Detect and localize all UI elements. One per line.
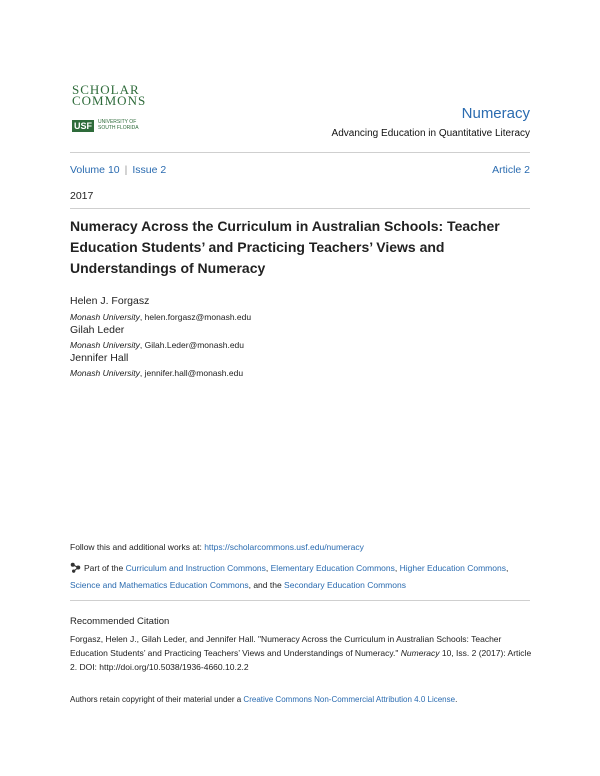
journal-subtitle: Advancing Education in Quantitative Literacy: [331, 128, 530, 139]
author-email: , helen.forgasz@monash.edu: [139, 312, 252, 322]
commons-sep: ,: [394, 563, 400, 573]
divider-citation: [70, 600, 530, 601]
divider-title: [70, 208, 530, 209]
commons-sep: , and the: [248, 580, 285, 590]
license-line: [70, 695, 457, 704]
affiliation-name: Monash University: [70, 368, 140, 378]
license-link[interactable]: Creative Commons Non-Commercial Attribution 4.0 License: [243, 695, 456, 704]
article-link[interactable]: Article 2: [492, 164, 530, 176]
commons-sep: ,: [265, 563, 271, 573]
author-affiliation: [70, 368, 243, 378]
citation-rest: 10, Iss. 2 (2017): Article 2. DOI: http://doi.org/10.5038/1936-4660.10.2.2: [70, 648, 532, 672]
commons-link-secondary[interactable]: Secondary Education Commons: [284, 580, 406, 590]
divider-top: [70, 152, 530, 153]
usf-badge: USF: [74, 121, 92, 131]
author-email: , Gilah.Leder@monash.edu: [139, 340, 245, 350]
issue-separator: |: [124, 164, 128, 176]
repository-link[interactable]: https://scholarcommons.usf.edu/numeracy: [204, 542, 364, 552]
author-email: , jennifer.hall@monash.edu: [139, 368, 244, 378]
part-of-commons: [70, 560, 540, 594]
citation-heading: Recommended Citation: [70, 616, 170, 627]
logo-line-1: SCHOLAR: [72, 82, 140, 97]
author-affiliation: [70, 312, 251, 322]
citation-body: [70, 632, 540, 674]
volume-issue: [70, 164, 166, 176]
author-name: Helen J. Forgasz: [70, 295, 150, 307]
publication-year: 2017: [70, 190, 94, 202]
commons-link-higher[interactable]: Higher Education Commons: [399, 563, 506, 573]
author-name: Jennifer Hall: [70, 352, 129, 364]
author-affiliation: [70, 340, 244, 350]
author-name: Gilah Leder: [70, 324, 125, 336]
university-name: [98, 119, 139, 131]
follow-text: Follow this and additional works at:: [70, 542, 205, 552]
commons-link-science-math[interactable]: Science and Mathematics Education Commons: [70, 580, 249, 590]
logo-line-2: COMMONS: [72, 93, 147, 108]
volume-link[interactable]: Volume 10: [70, 164, 120, 176]
license-suffix: .: [455, 695, 458, 704]
scholar-commons-logo[interactable]: [72, 84, 152, 136]
license-prefix: Authors retain copyright of their material under a: [70, 695, 244, 704]
affiliation-name: Monash University: [70, 340, 140, 350]
citation-text: Forgasz, Helen J., Gilah Leder, and Jennifer Hall. "Numeracy Across the Curriculum in Australian Schools: Teacher Education Students’ and Practicing Teachers’ Views and Understandings of Numeracy.": [70, 634, 502, 658]
journal-title[interactable]: Numeracy: [461, 105, 530, 122]
network-icon: [70, 562, 81, 573]
commons-link-curriculum[interactable]: Curriculum and Instruction Commons: [125, 563, 266, 573]
issue-link[interactable]: Issue 2: [132, 164, 167, 176]
affiliation-name: Monash University: [70, 312, 140, 322]
follow-line: [70, 542, 364, 552]
article-title: Numeracy Across the Curriculum in Australian Schools: Teacher Education Students’ and Practicing Teachers’ Views and Understandings of Numeracy: [70, 218, 500, 276]
commons-link-elementary[interactable]: Elementary Education Commons: [270, 563, 395, 573]
university-line-2: SOUTH FLORIDA: [98, 125, 139, 131]
commons-sep: ,: [505, 563, 509, 573]
logo-wordmark: [72, 84, 146, 106]
university-line-1: UNIVERSITY OF: [98, 119, 137, 125]
part-of-prefix: Part of the: [84, 563, 126, 573]
citation-journal: Numeracy: [400, 648, 440, 658]
